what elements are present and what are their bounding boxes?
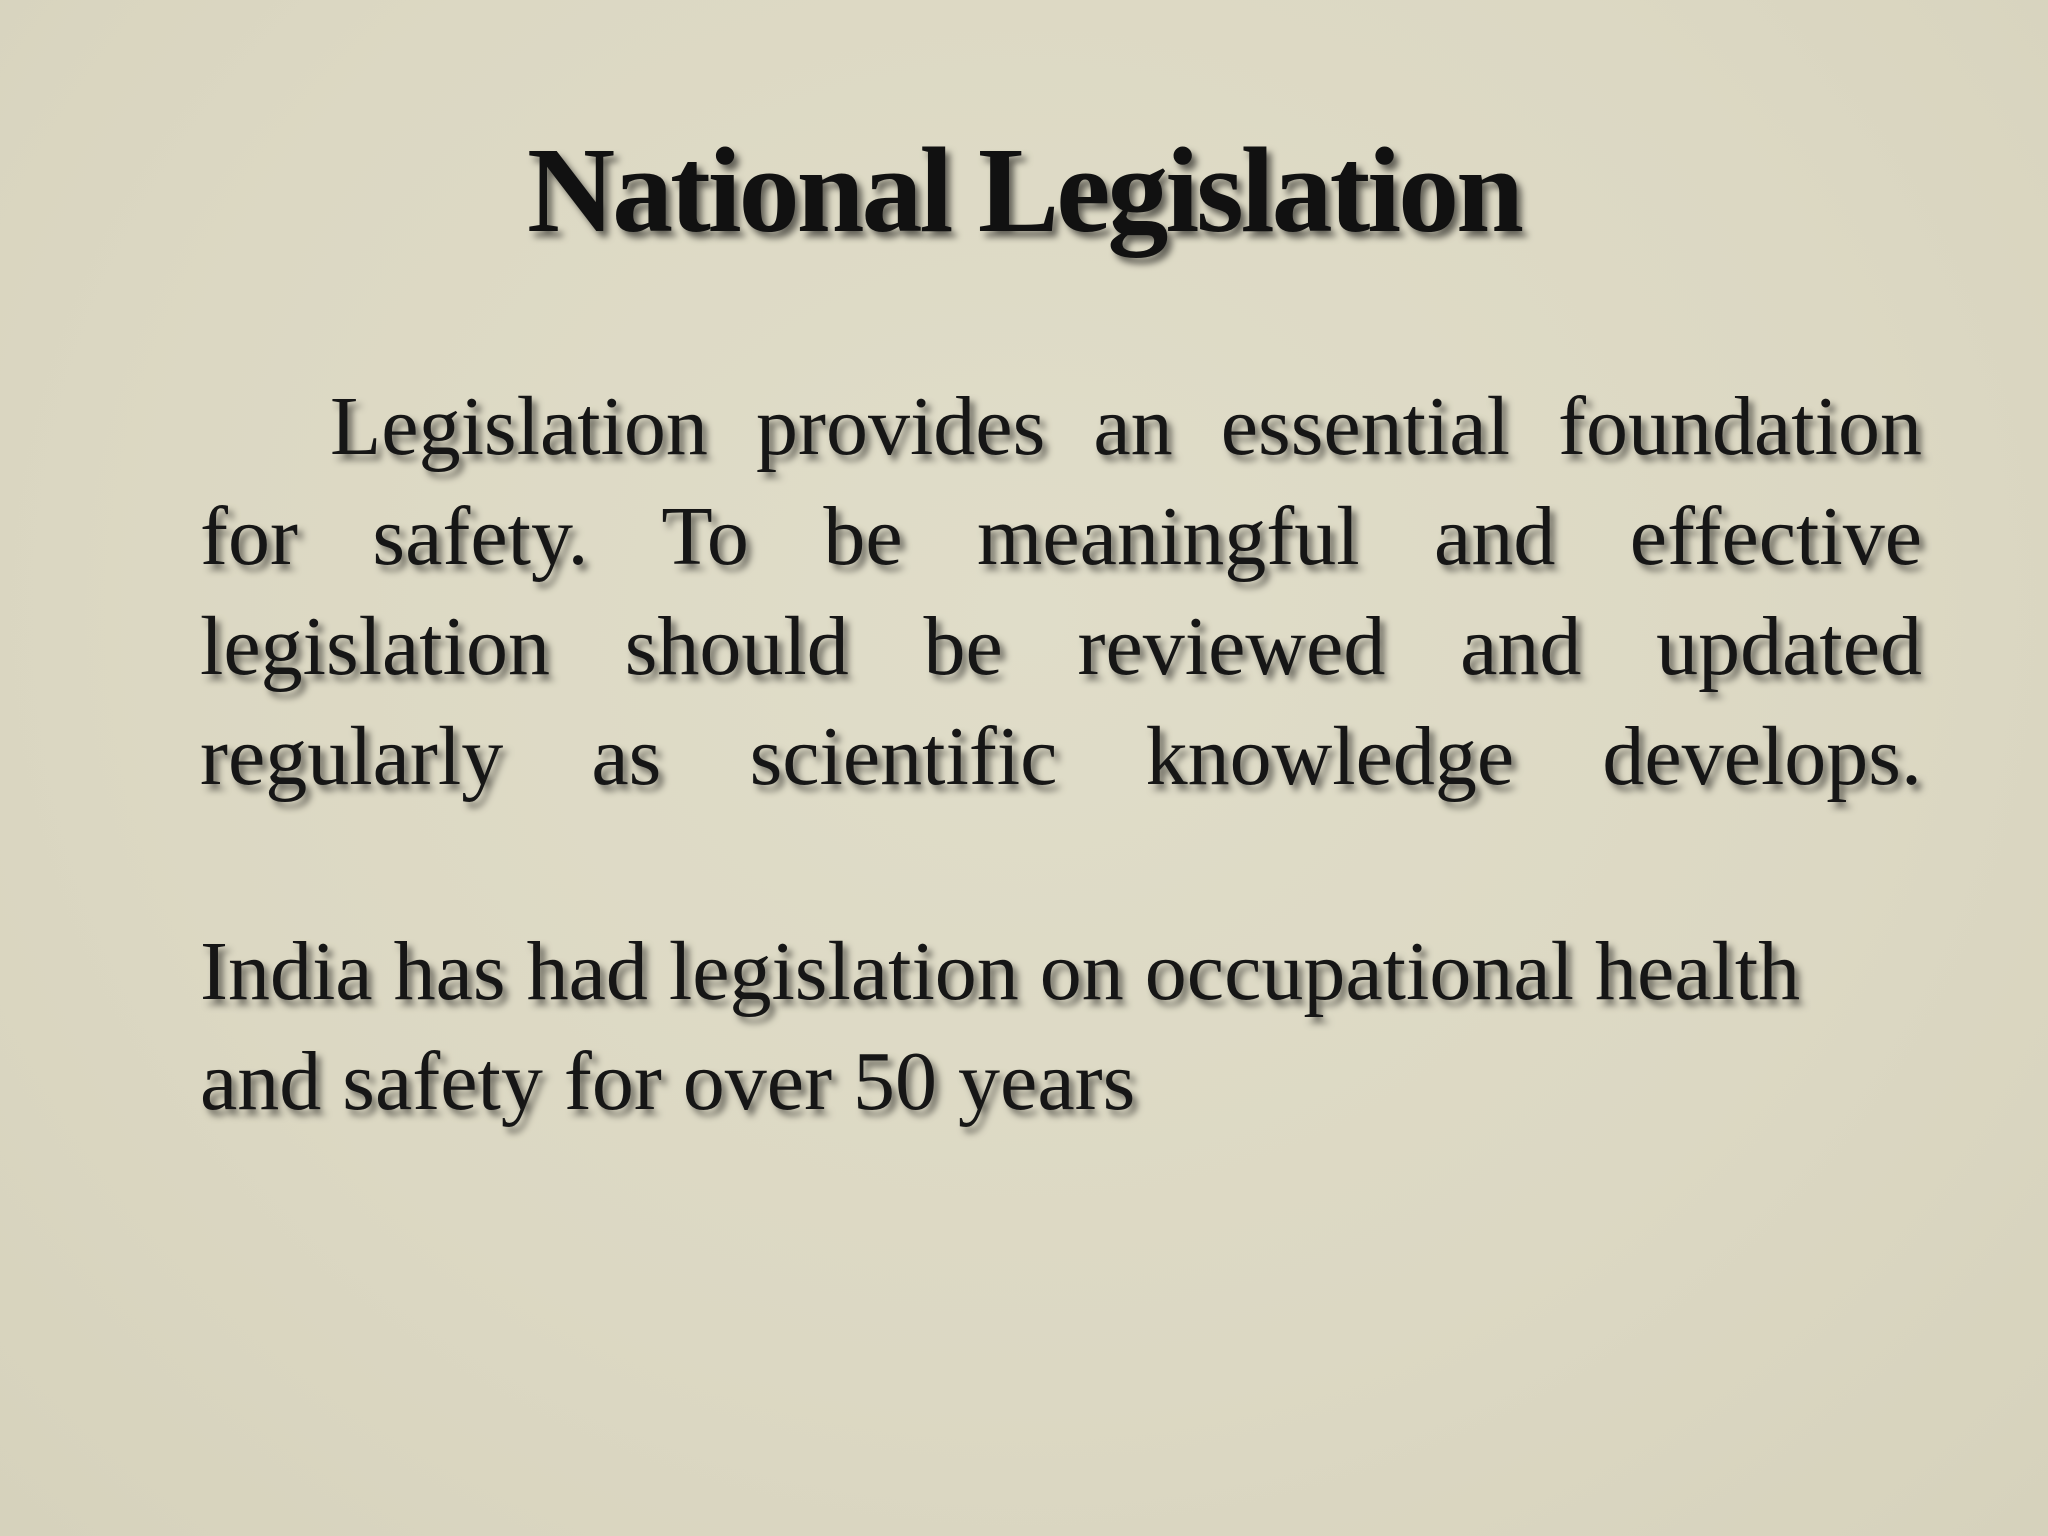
paragraph-india-legislation: India has had legislation on occupational health and safety for over 50 years (200, 925, 1801, 1128)
slide-title: National Legislation (526, 123, 1522, 258)
paragraph-legislation-foundation: Legislation provides an essential foundation for safety. To be meaningful and effective legislation should be reviewed and updated regularly as scientific knowledge develops. (200, 380, 1922, 803)
